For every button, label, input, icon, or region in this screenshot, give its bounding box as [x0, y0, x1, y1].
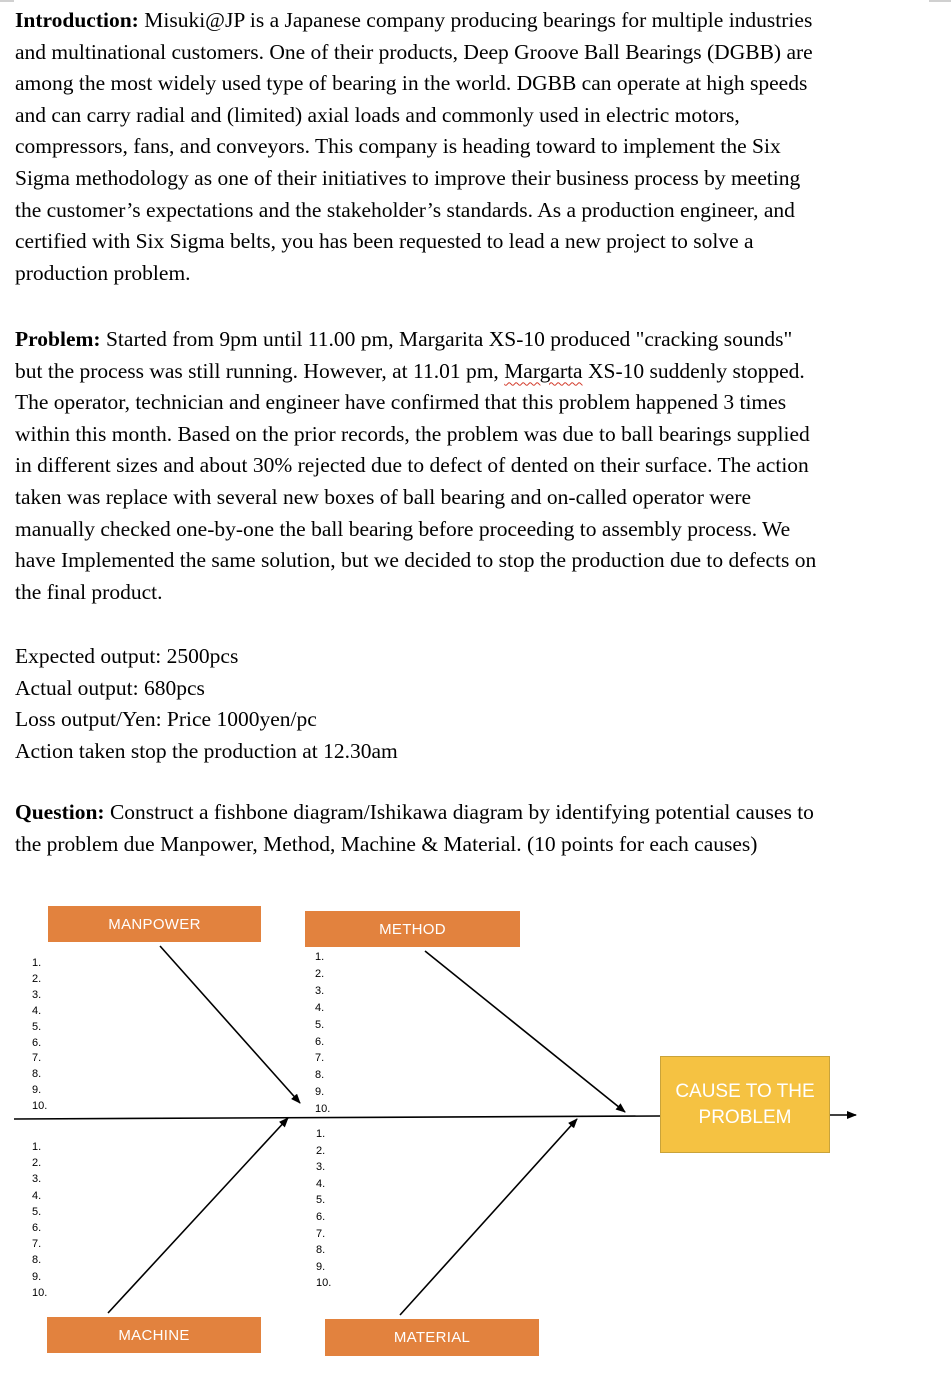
- cause-list-number: 5.: [316, 1194, 326, 1207]
- cause-to-problem-box: CAUSE TO THE PROBLEM: [660, 1056, 830, 1153]
- machine-bone: [108, 1118, 288, 1313]
- cause-list-number: 8.: [315, 1069, 325, 1082]
- question-paragraph: Question: Construct a fishbone diagram/Ishikawa diagram by identifying potential causes to the problem due Manpower, Method, Machine & Material. (10 points for each causes): [15, 800, 814, 856]
- material-category-box: MATERIAL: [325, 1319, 539, 1356]
- cause-list-number: 7.: [32, 1052, 42, 1065]
- cause-list-number: 10.: [315, 1103, 331, 1116]
- expected-output: Expected output: 2500pcs: [15, 644, 239, 668]
- actual-output: Actual output: 680pcs: [15, 675, 205, 700]
- introduction-label: Introduction:: [15, 8, 139, 32]
- cause-list-number: 6.: [32, 1222, 42, 1234]
- problem-paragraph: Problem: Started from 9pm until 11.00 pm, Margarita XS-10 produced "cracking sounds" but the process was still running. However, at 11.01 pm, Margarta XS-10 suddenly stopped. The operator, technician and engineer have confirmed that this problem happened 3 times within this month. Based on the prior records, the problem was due to ball bearings supplied in different sizes and about 30% rejected due to defect of dented on their surface. The action taken was replace with several new boxes of ball bearing and on-called operator were manually checked one-by-one the ball bearing before proceeding to assembly process. We have Implemented the same solution, but we decided to stop the production due to defects on the final product.: [15, 327, 817, 604]
- manpower-bone: [160, 946, 300, 1103]
- problem-label: Problem:: [15, 327, 101, 351]
- cause-list-number: 3.: [32, 988, 42, 1001]
- cause-list-number: 1.: [32, 957, 42, 969]
- machine-category-box: MACHINE: [47, 1317, 261, 1353]
- cause-list-number: 7.: [315, 1052, 325, 1065]
- cause-list-number: 7.: [32, 1238, 42, 1251]
- cause-list-number: 4.: [32, 1004, 42, 1017]
- method-bone: [425, 951, 625, 1112]
- question-label: Question:: [15, 800, 105, 824]
- cause-list-number: 10.: [32, 1286, 48, 1299]
- cause-list-number: 4.: [32, 1189, 42, 1202]
- cause-list-number: 1.: [32, 1141, 42, 1153]
- cause-list-number: 3.: [315, 984, 325, 997]
- cause-list-number: 2.: [316, 1144, 326, 1157]
- cause-list-number: 4.: [316, 1177, 326, 1190]
- cause-list-number: 5.: [32, 1020, 42, 1033]
- cause-list-number: 10.: [32, 1100, 48, 1113]
- cause-list-number: 8.: [316, 1244, 326, 1257]
- cause-list-number: 9.: [32, 1084, 42, 1097]
- cause-list-number: 9.: [315, 1086, 325, 1099]
- page-corner-mark: [929, 0, 951, 2]
- cause-list-number: 4.: [315, 1001, 325, 1014]
- cause-list-number: 9.: [32, 1270, 42, 1283]
- cause-list-number: 8.: [32, 1068, 42, 1081]
- output-stats: [15, 641, 920, 767]
- manpower-category-box: MANPOWER: [48, 906, 261, 942]
- cause-list-number: 6.: [315, 1035, 325, 1048]
- cause-list-number: 6.: [32, 1036, 42, 1049]
- cause-list-number: 1.: [315, 951, 325, 963]
- loss-output: Loss output/Yen: Price 1000yen/pc: [15, 707, 317, 732]
- method-category-box: METHOD: [305, 911, 520, 947]
- cause-list-number: 1.: [316, 1128, 326, 1140]
- introduction-paragraph: Introduction: Misuki@JP is a Japanese company producing bearings for multiple industries and multinational customers. One of their products, Deep Groove Ball Bearings (DGBB) are among the most widely used type of bearing in the world. DGBB can operate at high speeds and can carry radial and (limited) axial loads and commonly used in electric motors, compressors, fans, and conveyors. This company is heading toward to implement the Six Sigma methodology as one of their initiatives to improve their business process by meeting the customer’s expectations and the stakeholder’s standards. As a production engineer, and certified with Six Sigma belts, you has been requested to lead a new project to solve a production problem.: [15, 8, 813, 285]
- action-taken: Action taken stop the production at 12.30am: [15, 738, 398, 763]
- fishbone-diagram: [0, 890, 951, 1375]
- cause-list-number: 8.: [32, 1254, 42, 1267]
- cause-list-number: 7.: [316, 1227, 326, 1240]
- cause-list-number: 9.: [316, 1260, 326, 1273]
- cause-list-number: 2.: [32, 972, 42, 985]
- cause-list-number: 2.: [32, 1157, 42, 1170]
- page-corner-mark: [0, 0, 14, 2]
- spine-line: [14, 1116, 660, 1119]
- cause-list-number: 5.: [315, 1018, 325, 1031]
- cause-list-number: 3.: [316, 1161, 326, 1174]
- cause-list-number: 10.: [316, 1277, 332, 1290]
- cause-list-number: 6.: [316, 1211, 326, 1223]
- cause-list-number: 5.: [32, 1205, 42, 1218]
- material-bone: [400, 1119, 577, 1315]
- cause-list-number: 3.: [32, 1173, 42, 1186]
- misspelled-word: Margarta: [504, 358, 583, 383]
- cause-list-number: 2.: [315, 967, 325, 980]
